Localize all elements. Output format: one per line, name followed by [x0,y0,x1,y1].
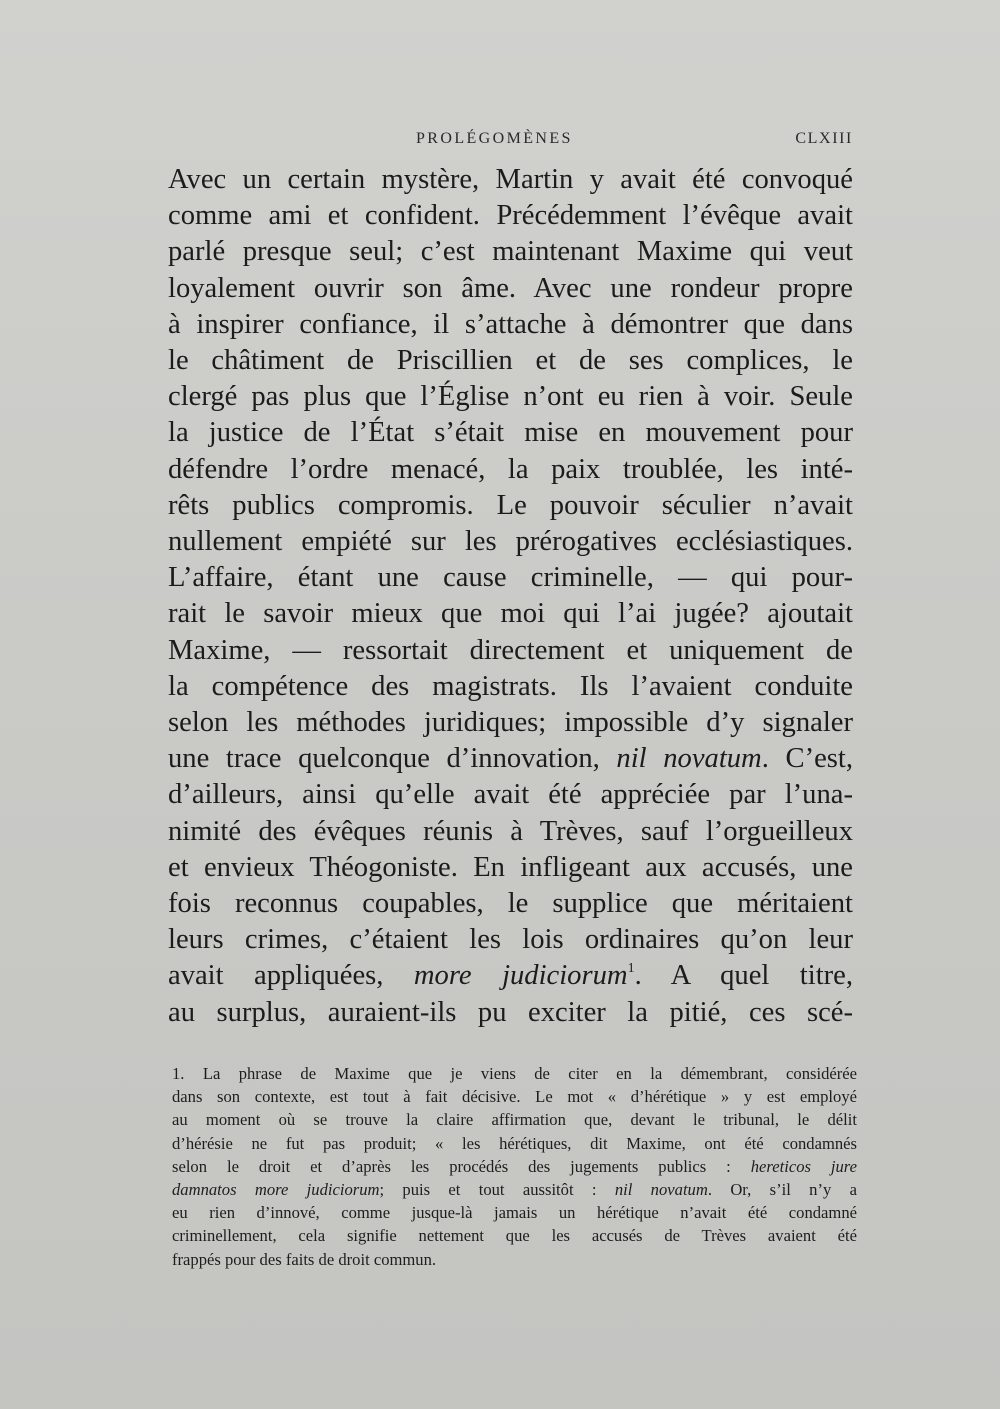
footnote-reference: 1 [627,961,635,977]
text-line: loyalement ouvrir son âme. Avec une rondeur propre [168,272,853,304]
footnote-line: criminellement, cela signifie nettement que les accusés de Trèves avaient été [172,1226,857,1246]
text-run: . C’est, [761,743,854,775]
text-run: une trace quelconque d’innovation, [168,743,617,775]
text-line: Maxime, — ressortait directement et uniquement de [168,634,853,666]
text-line: fois reconnus coupables, le supplice que méritaient [168,888,853,920]
footnote-line: frappés pour des faits de droit commun. [172,1249,437,1269]
text-line: leurs crimes, c’étaient les lois ordinaires qu’on leur [168,924,853,956]
page-number: CLXIII [795,130,853,147]
text-line: au surplus, auraient-ils pu exciter la pitié, ces scé- [168,996,853,1028]
text-line: rait le savoir mieux que moi qui l’ai jugée? ajoutait [168,598,853,630]
text-line: nullement empiété sur les prérogatives ecclésiastiques. [168,526,853,558]
footnote-line: au moment où se trouve la claire affirmation que, devant le tribunal, le délit [172,1110,857,1130]
footnote-line [172,1178,857,1201]
page-header [168,130,853,154]
text-line [168,958,853,994]
text-line: Avec un certain mystère, Martin y avait été convoqué [168,164,853,195]
italic-phrase: nil novatum [614,1180,708,1200]
text-line: nimité des évêques réunis à Trèves, sauf l’orgueilleux [168,815,853,847]
text-line: et envieux Théogoniste. En infligeant aux accusés, une [168,851,853,883]
main-text [168,162,853,1031]
text-line [168,741,853,777]
text-line: comme ami et confident. Précédemment l’évêque avait [168,200,853,232]
footnote-separator [330,1050,690,1051]
text-line: la justice de l’État s’était mise en mouvement pour [168,417,853,449]
text-run: ; puis et tout aussitôt : [379,1180,615,1200]
footnote [172,1062,857,1271]
footnote-line: 1. La phrase de Maxime que je viens de citer en la démembrant, considérée [172,1064,857,1083]
text-run: selon le droit et d’après les procédés des jugements publics : [172,1156,751,1176]
text-line: selon les méthodes juridiques; impossible d’y signaler [168,707,853,739]
italic-phrase: nil novatum [616,743,762,775]
text-run: . Or, s’il n’y a [707,1180,857,1200]
text-line: clergé pas plus que l’Église n’ont eu rien à voir. Seule [168,381,853,413]
text-line: la compétence des magistrats. Ils l’avaient conduite [168,670,853,702]
italic-phrase: hereticos jure [750,1156,857,1176]
text-line: rêts publics compromis. Le pouvoir séculier n’avait [168,489,853,521]
footnote-line: d’hérésie ne fut pas produit; « les hérétiques, dit Maxime, ont été condamnés [172,1133,857,1153]
footnote-line: eu rien d’innové, comme jusque-là jamais un hérétique n’avait été condamné [172,1203,857,1223]
text-line: L’affaire, étant une cause criminelle, — qui pour- [168,562,853,594]
text-run: . A quel titre, [634,960,853,992]
text-run: avait appliquées, [168,960,414,992]
text-line: défendre l’ordre menacé, la paix troublée, les inté- [168,453,853,485]
italic-phrase: more judiciorum [413,960,628,992]
italic-phrase: damnatos more judiciorum [172,1180,380,1200]
running-title: PROLÉGOMÈNES [416,130,573,147]
footnote-line: dans son contexte, est tout à fait décisive. Le mot « d’hérétique » y est employé [172,1087,857,1107]
text-line: à inspirer confiance, il s’attache à démontrer que dans [168,308,853,340]
footnote-line [172,1155,857,1178]
text-line: le châtiment de Priscillien et de ses complices, le [168,345,853,377]
text-line: d’ailleurs, ainsi qu’elle avait été appréciée par l’una- [168,779,853,811]
text-line: parlé presque seul; c’est maintenant Maxime qui veut [168,236,853,268]
